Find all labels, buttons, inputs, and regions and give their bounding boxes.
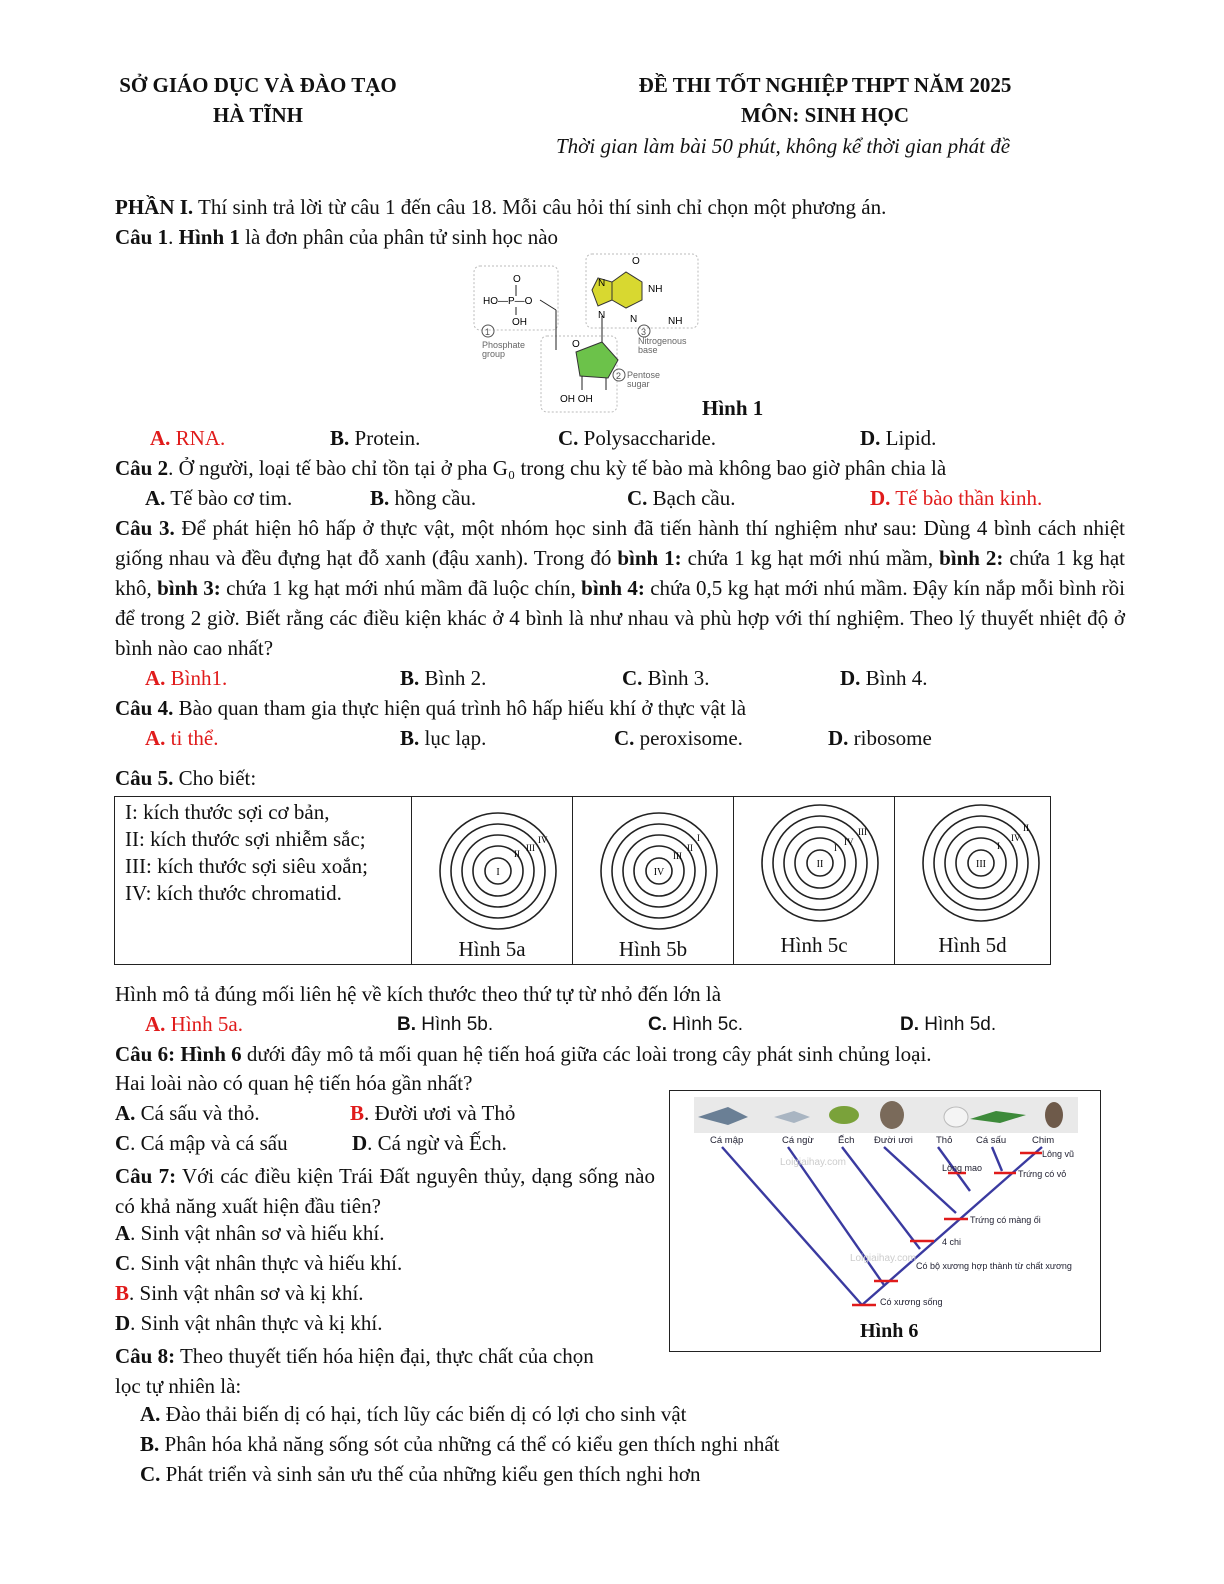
q3-option-c[interactable]: C. Bình 3. <box>622 666 710 690</box>
svg-text:II: II <box>816 859 824 870</box>
q6-option-d[interactable]: D. Cá ngừ và Ếch. <box>352 1131 507 1155</box>
figure-5b-caption: Hình 5b <box>618 937 688 961</box>
svg-text:Có bộ xương hợp thành từ chất: Có bộ xương hợp thành từ chất xương <box>916 1261 1072 1271</box>
q6-option-c[interactable]: C. Cá mập và cá sấu <box>115 1131 288 1155</box>
svg-text:N: N <box>598 278 606 289</box>
figure-5b <box>573 797 733 964</box>
figure-5c-caption: Hình 5c <box>780 933 848 957</box>
q8-option-b[interactable]: B. Phân hóa khả năng sống sót của những cá thể có kiểu gen thích nghi nhất <box>140 1432 780 1456</box>
svg-text:Chim: Chim <box>1032 1135 1055 1146</box>
q2-option-a[interactable]: A. Tế bào cơ tim. <box>145 486 293 510</box>
q1-option-b[interactable]: B. Protein. <box>330 426 421 450</box>
svg-text:III: III <box>976 859 986 870</box>
q5-option-a[interactable]: A. Hình 5a. <box>145 1012 243 1036</box>
q7-option-b[interactable]: B. Sinh vật nhân sơ và kị khí. <box>115 1281 364 1305</box>
q1-option-a[interactable]: A. RNA. <box>150 426 226 450</box>
svg-text:Loigiaihay.com: Loigiaihay.com <box>850 1253 916 1264</box>
svg-text:Thỏ: Thỏ <box>936 1135 953 1146</box>
svg-text:III: III <box>858 827 867 837</box>
svg-text:NH: NH <box>648 284 663 295</box>
nucleotide-figure <box>470 252 710 414</box>
svg-text:Trứng có vỏ: Trứng có vỏ <box>1018 1169 1067 1179</box>
svg-text:Cá sấu: Cá sấu <box>976 1135 1007 1146</box>
svg-text:OH: OH <box>512 317 527 328</box>
figure-5d-caption: Hình 5d <box>938 933 1007 957</box>
svg-text:Có xương sống: Có xương sống <box>880 1297 943 1307</box>
svg-text:OH OH: OH OH <box>560 394 593 405</box>
svg-text:1: 1 <box>485 327 491 337</box>
svg-text:Phosphate: Phosphate <box>482 340 526 350</box>
figure-5a <box>412 797 572 964</box>
svg-text:II: II <box>687 843 693 853</box>
q1-option-d[interactable]: D. Lipid. <box>860 426 937 450</box>
svg-text:Lông mao: Lông mao <box>942 1163 983 1173</box>
q6-option-a[interactable]: A. Cá sấu và thỏ. <box>115 1101 260 1125</box>
svg-text:Loigiaihay.com: Loigiaihay.com <box>780 1157 846 1168</box>
svg-text:II: II <box>514 849 520 859</box>
svg-text:I: I <box>997 841 1000 851</box>
svg-text:HO—P—O: HO—P—O <box>483 296 533 307</box>
figure-5a-caption: Hình 5a <box>458 937 526 961</box>
q4-option-d[interactable]: D. ribosome <box>828 726 932 750</box>
exam-title: ĐỀ THI TỐT NGHIỆP THPT NĂM 2025 <box>638 73 1012 97</box>
svg-text:Pentose: Pentose <box>627 370 661 380</box>
question-6: Câu 6: Hình 6 dưới đây mô tả mối quan hệ tiến hoá giữa các loài trong cây phát sinh chủng loại. <box>115 1042 932 1066</box>
q2-option-c[interactable]: C. Bạch cầu. <box>627 486 736 510</box>
svg-text:Cá mập: Cá mập <box>710 1135 744 1146</box>
q7-option-d[interactable]: D. Sinh vật nhân thực và kị khí. <box>115 1311 383 1335</box>
subject-title: MÔN: SINH HỌC <box>741 103 909 127</box>
svg-text:N: N <box>630 314 638 325</box>
question-5-prompt: Hình mô tả đúng mối liên hệ về kích thước theo thứ tự từ nhỏ đến lớn là <box>115 982 722 1006</box>
q5-option-c[interactable]: C. Hình 5c. <box>648 1014 744 1035</box>
svg-text:I: I <box>834 843 837 853</box>
q7-option-c[interactable]: C. Sinh vật nhân thực và hiếu khí. <box>115 1251 403 1275</box>
svg-text:O: O <box>572 339 580 350</box>
q6-option-b[interactable]: B. Đười ươi và Thỏ <box>350 1101 516 1125</box>
svg-text:I: I <box>496 867 500 878</box>
q1-option-c[interactable]: C. Polysaccharide. <box>558 426 717 450</box>
q4-option-c[interactable]: C. peroxisome. <box>614 726 743 750</box>
q4-option-a[interactable]: A. ti thể. <box>145 726 219 750</box>
svg-text:Lông vũ: Lông vũ <box>1042 1149 1075 1159</box>
figure-5-table <box>114 796 1051 965</box>
svg-text:O: O <box>513 274 521 285</box>
svg-text:Hình 6: Hình 6 <box>860 1320 919 1342</box>
q3-option-a[interactable]: A. Bình1. <box>145 666 228 690</box>
dept-name: SỞ GIÁO DỤC VÀ ĐÀO TẠO <box>119 73 397 97</box>
svg-text:3: 3 <box>641 327 647 337</box>
svg-text:base: base <box>638 345 658 355</box>
svg-text:Ếch: Ếch <box>838 1135 855 1146</box>
q5-option-d[interactable]: D. Hình 5d. <box>900 1014 997 1035</box>
svg-text:sugar: sugar <box>627 379 650 389</box>
q7-option-a[interactable]: A. Sinh vật nhân sơ và hiếu khí. <box>115 1221 385 1245</box>
svg-text:NH: NH <box>668 316 683 327</box>
question-6-prompt: Hai loài nào có quan hệ tiến hóa gần nhất? <box>115 1071 473 1095</box>
svg-text:Cá ngừ: Cá ngừ <box>782 1135 814 1146</box>
figure-5c <box>734 797 894 964</box>
svg-text:O: O <box>632 256 640 267</box>
q2-option-d[interactable]: D. Tế bào thần kinh. <box>870 486 1043 510</box>
figure-5d <box>895 797 1050 964</box>
q5-option-b[interactable]: B. Hình 5b. <box>397 1014 494 1035</box>
svg-text:group: group <box>482 349 506 359</box>
svg-text:N: N <box>598 310 606 321</box>
svg-text:IV: IV <box>653 867 665 878</box>
svg-text:Nitrogenous: Nitrogenous <box>638 336 687 346</box>
question-4: Câu 4. Bào quan tham gia thực hiện quá trình hô hấp hiếu khí ở thực vật là <box>115 696 747 720</box>
question-7: Câu 7: Với các điều kiện Trái Đất nguyên thủy, dạng sống nào có khả năng xuất hiện đầu tiên? <box>115 1164 655 1218</box>
question-5: Câu 5. Cho biết: <box>115 766 257 790</box>
svg-text:III: III <box>526 843 535 853</box>
q8-option-a[interactable]: A. Đào thải biến dị có hại, tích lũy các biến dị có lợi cho sinh vật <box>140 1402 687 1426</box>
svg-text:IV: IV <box>538 835 548 845</box>
question-8: Câu 8: Theo thuyết tiến hóa hiện đại, thực chất của chọn lọc tự nhiên là: <box>115 1344 594 1398</box>
svg-text:I: I <box>697 833 700 843</box>
part-1-instruction: PHẦN I. Thí sinh trả lời từ câu 1 đến câu 18. Mỗi câu hỏi thí sinh chỉ chọn một phương án. <box>115 195 887 219</box>
figure-6 <box>669 1090 1101 1352</box>
q3-option-b[interactable]: B. Bình 2. <box>400 666 487 690</box>
svg-text:IV: IV <box>844 837 854 847</box>
svg-text:Đười ươi: Đười ươi <box>874 1135 913 1146</box>
question-2: Câu 2. Ở người, loại tế bào chỉ tồn tại ở pha G₀ trong chu kỳ tế bào mà không bao giờ phân chia là <box>115 456 947 480</box>
svg-text:IV: IV <box>1011 833 1021 843</box>
svg-text:4 chi: 4 chi <box>942 1237 962 1247</box>
question-3: Câu 3. Để phát hiện hô hấp ở thực vật, một nhóm học sinh đã tiến hành thí nghiệm như sau: Dùng 4 bình cách nhiệt giống nhau và đều đựng hạt đỗ xanh (đậu xanh). Trong đó bình 1: chứa 1 kg hạt mới nhú mầm, bình 2: chứa 1 kg hạt khô, bình 3: chứa 1 kg hạt mới nhú mầm đã luộc chín, bình 4: chứa 0,5 kg hạt mới nhú mầm. Đậy kín nắp mỗi bình rồi để trong 2 giờ. Biết rằng các điều kiện khác ở 4 bình là như nhau và phù hợp với thí nghiệm. Theo lý thuyết nhiệt độ ở bình nào cao nhất? <box>115 516 1126 660</box>
province-name: HÀ TĨNH <box>212 103 304 127</box>
q4-option-b[interactable]: B. lục lạp. <box>400 726 487 750</box>
question-1: Câu 1. Hình 1 là đơn phân của phân tử sinh học nào <box>115 225 559 249</box>
figure-1-caption: Hình 1 <box>702 396 764 420</box>
q8-option-c[interactable]: C. Phát triển và sinh sản ưu thế của những kiểu gen thích nghi hơn <box>140 1462 701 1486</box>
q2-option-b[interactable]: B. hồng cầu. <box>370 486 477 510</box>
figure-5-legend: I: kích thước sợi cơ bản, II: kích thước sợi nhiễm sắc; III: kích thước sợi siêu xoắn; IV: kích thước chromatid. <box>125 800 368 905</box>
svg-text:III: III <box>673 851 682 861</box>
svg-text:Trứng có màng ối: Trứng có màng ối <box>970 1215 1041 1225</box>
svg-text:2: 2 <box>616 371 622 381</box>
q3-option-d[interactable]: D. Bình 4. <box>840 666 928 690</box>
exam-duration: Thời gian làm bài 50 phút, không kể thời gian phát đề <box>556 134 1011 158</box>
svg-text:II: II <box>1023 823 1029 833</box>
